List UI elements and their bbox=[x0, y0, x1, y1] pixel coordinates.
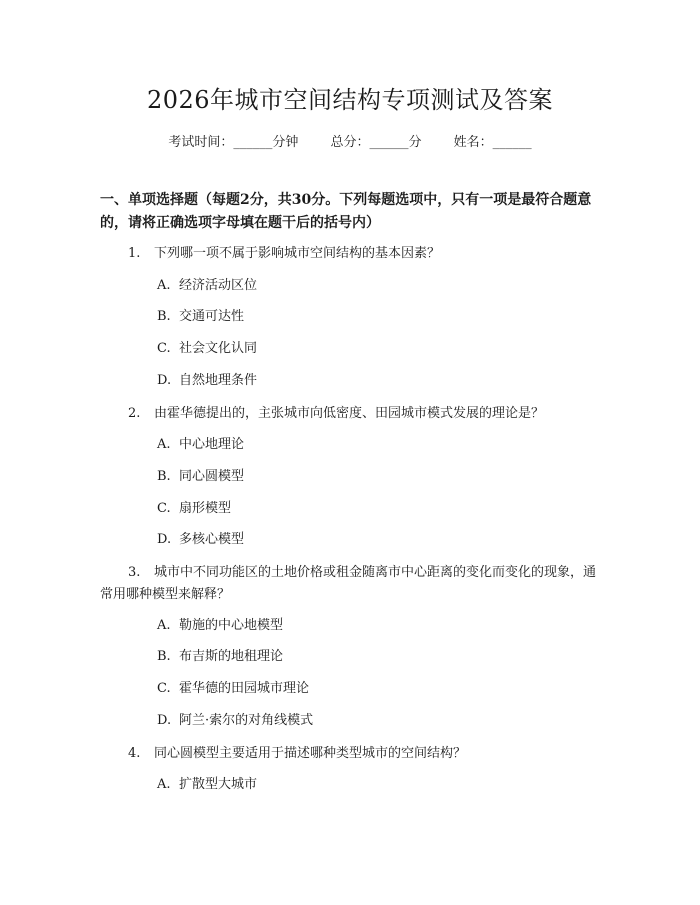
option-letter: C. bbox=[157, 681, 171, 696]
option-1a bbox=[157, 277, 257, 295]
question-text: 由霍华德提出的，主张城市向低密度、田园城市模式发展的理论是？ bbox=[154, 406, 545, 421]
question-3 bbox=[100, 562, 600, 606]
question-number: 4. bbox=[128, 746, 141, 761]
option-text: 阿兰·索尔的对角线模式 bbox=[179, 713, 314, 728]
option-letter: A. bbox=[157, 777, 171, 792]
option-letter: D. bbox=[157, 373, 172, 388]
question-number: 2. bbox=[128, 406, 141, 421]
question-text: 同心圆模型主要适用于描述哪种类型城市的空间结构？ bbox=[154, 746, 467, 761]
option-3d bbox=[157, 712, 313, 730]
exam-time-field: 考试时间：______分钟 bbox=[168, 135, 299, 150]
option-1d bbox=[157, 372, 257, 390]
option-letter: C. bbox=[157, 341, 171, 356]
option-text: 霍华德的田园城市理论 bbox=[179, 681, 310, 696]
option-text: 勒施的中心地模型 bbox=[179, 618, 284, 633]
option-text: 中心地理论 bbox=[179, 437, 245, 452]
option-2d bbox=[157, 531, 244, 549]
option-letter: A. bbox=[157, 618, 171, 633]
option-text: 交通可达性 bbox=[179, 309, 245, 324]
question-1 bbox=[100, 243, 600, 265]
option-text: 布吉斯的地租理论 bbox=[179, 649, 284, 664]
total-score-field: 总分：______分 bbox=[330, 135, 422, 150]
option-letter: B. bbox=[157, 309, 171, 324]
page-title: 2026年城市空间结构专项测试及答案 bbox=[146, 86, 554, 114]
option-3b bbox=[157, 648, 283, 666]
question-4 bbox=[100, 743, 600, 765]
option-letter: C. bbox=[157, 501, 171, 516]
question-number: 1. bbox=[128, 246, 141, 261]
option-letter: A. bbox=[157, 437, 171, 452]
option-text: 扩散型大城市 bbox=[179, 777, 258, 792]
option-letter: B. bbox=[157, 469, 171, 484]
question-text: 城市中不同功能区的土地价格或租金随离市中心距离的变化而变化的现象，通常用哪种模型来解释？ bbox=[100, 565, 597, 602]
option-text: 自然地理条件 bbox=[179, 373, 258, 388]
option-3c bbox=[157, 680, 309, 698]
option-text: 经济活动区位 bbox=[179, 278, 258, 293]
section-heading: 一、单项选择题（每题2分，共30分。下列每题选项中，只有一项是最符合题意的，请将正确选项字母填在题干后的括号内） bbox=[100, 192, 592, 231]
exam-meta bbox=[0, 131, 700, 150]
question-text: 下列哪一项不属于影响城市空间结构的基本因素？ bbox=[154, 246, 441, 261]
option-text: 多核心模型 bbox=[179, 532, 245, 547]
option-text: 扇形模型 bbox=[179, 501, 232, 516]
option-letter: B. bbox=[157, 649, 171, 664]
option-3a bbox=[157, 617, 283, 635]
option-letter: A. bbox=[157, 278, 171, 293]
question-2 bbox=[100, 403, 600, 425]
option-2b bbox=[157, 468, 244, 486]
option-2c bbox=[157, 500, 231, 518]
option-2a bbox=[157, 436, 244, 454]
option-1c bbox=[157, 340, 257, 358]
option-text: 同心圆模型 bbox=[179, 469, 245, 484]
option-letter: D. bbox=[157, 532, 172, 547]
question-number: 3. bbox=[128, 565, 141, 580]
name-field: 姓名：______ bbox=[453, 135, 532, 150]
option-4a bbox=[157, 776, 257, 794]
option-text: 社会文化认同 bbox=[179, 341, 258, 356]
option-1b bbox=[157, 308, 244, 326]
option-letter: D. bbox=[157, 713, 172, 728]
